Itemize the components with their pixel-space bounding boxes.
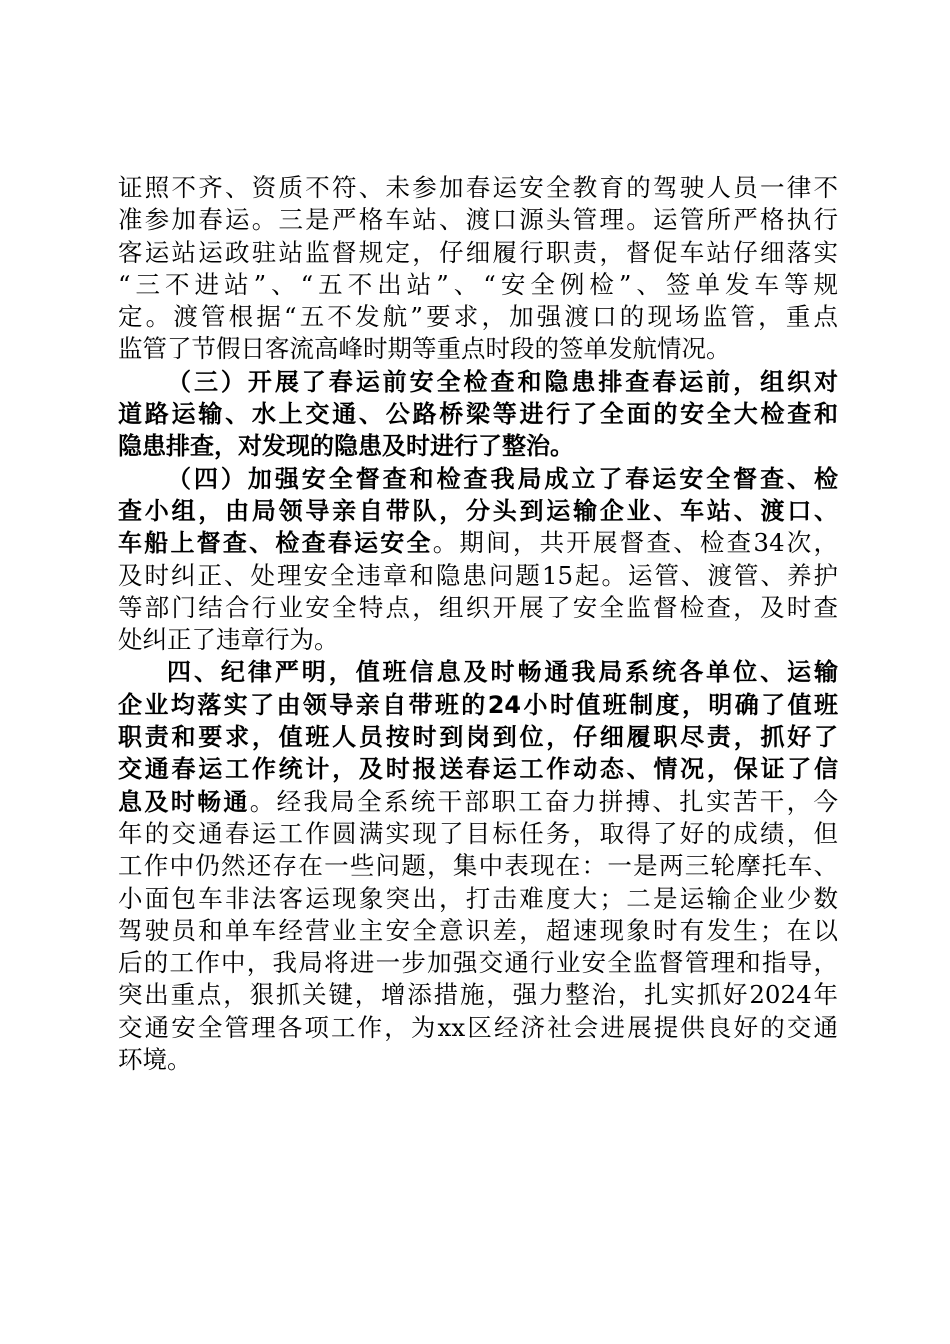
text-run: 突出重点，狠抓关键，增添措施，强力整治，扎实抓好2024年: [118, 980, 838, 1010]
text-run: “三不进站”、“五不出站”、“安全例检”、签单发车等规: [118, 269, 838, 299]
bold-text-run: （三）开展了春运前安全检查和隐患排查春运前，组织对: [167, 367, 838, 396]
text-line: [118, 1012, 838, 1044]
text-line: [118, 237, 838, 269]
text-run: 定。渡管根据“五不发航”要求，加强渡口的现场监管，重点: [118, 302, 838, 332]
text-line: [118, 850, 838, 882]
text-line: [118, 753, 838, 785]
text-run: 年的交通春运工作圆满实现了目标任务，取得了好的成绩，但: [118, 818, 838, 848]
bold-text-run: 查小组，由局领导亲自带队，分头到运输企业、车站、渡口、: [118, 496, 838, 525]
text-line: [118, 204, 838, 236]
paragraph: [118, 366, 838, 463]
text-line: [118, 398, 838, 430]
text-run: 及时纠正、处理安全违章和隐患问题15起。运管、渡管、养护: [118, 560, 838, 590]
text-line: [118, 915, 838, 947]
text-line: [118, 366, 838, 398]
document-body: [118, 172, 838, 1076]
text-run: 处纠正了违章行为。: [118, 625, 339, 655]
text-line: [118, 527, 838, 559]
text-line: [118, 656, 838, 688]
bold-text-run: 职责和要求，值班人员按时到岗到位，仔细履职尽责，抓好了: [118, 723, 838, 752]
paragraph: [118, 463, 838, 657]
text-line: [118, 495, 838, 527]
bold-text-run: 车船上督查、检查春运安全: [118, 529, 433, 558]
text-line: [118, 430, 838, 462]
text-line: [118, 172, 838, 204]
paragraph: [118, 172, 838, 366]
text-run: 后的工作中，我局将进一步加强交通行业安全监督管理和指导，: [118, 948, 838, 978]
text-line: [118, 269, 838, 301]
text-run: 客运站运政驻站监督规定，仔细履行职责，督促车站仔细落实: [118, 237, 838, 267]
bold-text-run: （四）加强安全督查和检查我局成立了春运安全督查、检: [167, 464, 838, 493]
text-run: 。期间，共开展督查、检查34次，: [432, 528, 838, 558]
bold-text-run: 企业均落实了由领导亲自带班的24小时值班制度，明确了值班: [118, 690, 838, 719]
bold-text-run: 四、纪律严明，值班信息及时畅通我局系统各单位、运输: [167, 658, 838, 687]
text-run: 交通安全管理各项工作，为xx区经济社会进展提供良好的交通: [118, 1012, 838, 1042]
text-run: 工作中仍然还存在一些问题，集中表现在：一是两三轮摩托车、: [118, 851, 838, 881]
text-line: [118, 301, 838, 333]
text-line: [118, 947, 838, 979]
bold-text-run: 交通春运工作统计，及时报送春运工作动态、情况，保证了信: [118, 755, 838, 784]
bold-text-run: 息及时畅通: [118, 787, 250, 816]
text-run: 环境。: [118, 1045, 192, 1075]
text-line: [118, 463, 838, 495]
text-line: [118, 883, 838, 915]
bold-text-run: 隐患排查，对发现的隐患及时进行了整治。: [118, 432, 574, 461]
text-run: 小面包车非法客运现象突出，打击难度大；二是运输企业少数: [118, 883, 838, 913]
text-run: 证照不齐、资质不符、未参加春运安全教育的驾驶人员一律不: [118, 173, 838, 202]
text-line: [118, 592, 838, 624]
text-line: [118, 721, 838, 753]
text-line: [118, 818, 838, 850]
text-line: [118, 979, 838, 1011]
text-run: 驾驶员和单车经营业主安全意识差，超速现象时有发生；在以: [118, 915, 838, 945]
text-run: 等部门结合行业安全特点，组织开展了安全监督检查，及时查: [118, 592, 838, 622]
text-line: [118, 689, 838, 721]
text-line: [118, 786, 838, 818]
text-run: 。经我局全系统干部职工奋力拼搏、扎实苦干，今: [249, 786, 839, 816]
text-run: 监管了节假日客流高峰时期等重点时段的签单发航情况。: [118, 334, 731, 364]
text-line: [118, 1044, 838, 1076]
paragraph: [118, 656, 838, 1076]
text-line: [118, 624, 838, 656]
text-line: [118, 333, 838, 365]
text-line: [118, 560, 838, 592]
text-run: 准参加春运。三是严格车站、渡口源头管理。运管所严格执行: [118, 205, 838, 235]
bold-text-run: 道路运输、水上交通、公路桥梁等进行了全面的安全大检查和: [118, 400, 838, 429]
